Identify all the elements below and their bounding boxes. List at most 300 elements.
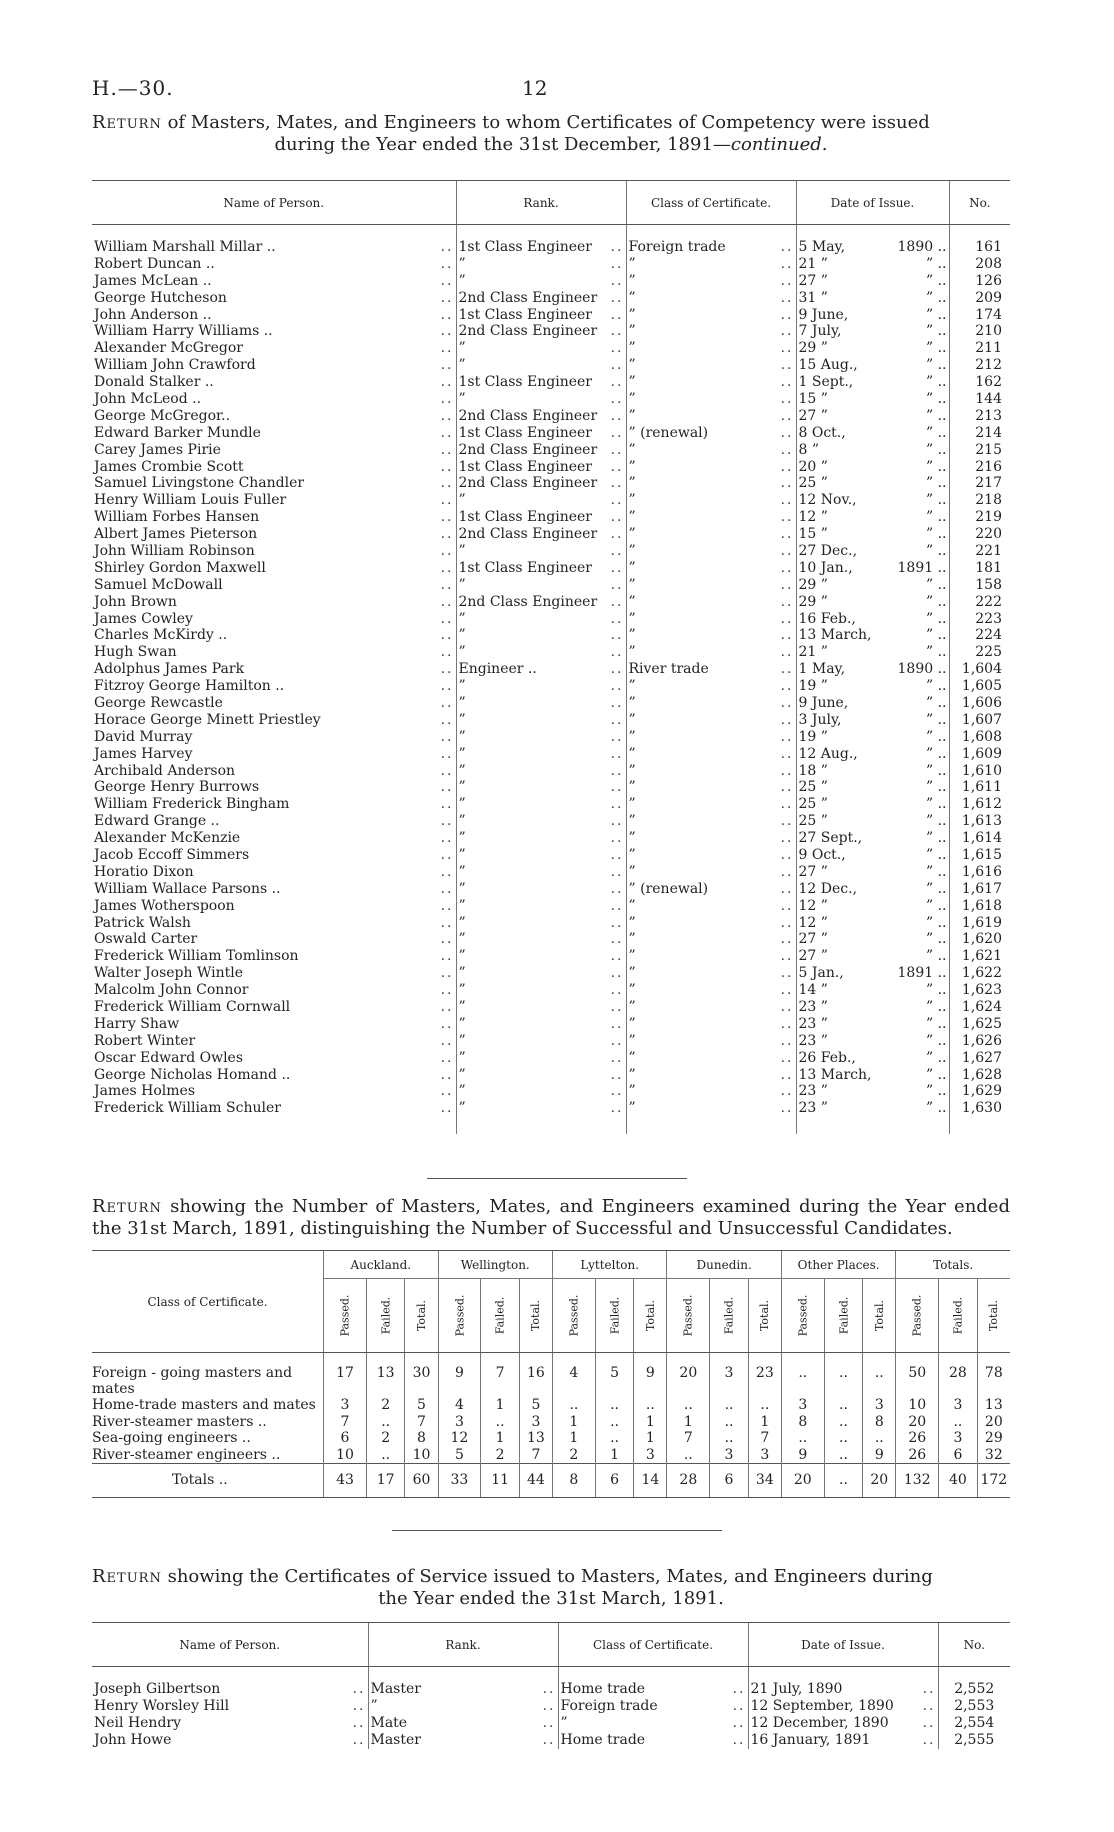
date-cell xyxy=(796,458,949,475)
col-group-auckland: Auckland. xyxy=(324,1251,438,1279)
count-cell: .. xyxy=(595,1430,634,1447)
col-subheader-passed xyxy=(324,1279,367,1353)
class-text: ” (renewal) xyxy=(628,880,709,897)
class-text: ” xyxy=(628,323,636,340)
date-cell xyxy=(796,779,949,796)
col-group-totals: Totals. xyxy=(896,1251,1010,1279)
rank-cell xyxy=(456,323,626,340)
person-name xyxy=(92,830,456,847)
table-row xyxy=(92,847,1010,864)
count-cell: 7 xyxy=(324,1414,367,1431)
year-text: ” .. xyxy=(925,1032,947,1049)
leader-dots: .. xyxy=(610,694,624,711)
class-text: ” xyxy=(628,728,636,745)
total-cell: 44 xyxy=(519,1463,552,1497)
leader-dots: .. xyxy=(610,931,624,948)
count-cell: .. xyxy=(781,1353,824,1398)
year-text: ” .. xyxy=(925,492,947,509)
date-text: 19 ” xyxy=(798,678,828,695)
class-text: ” xyxy=(628,509,636,526)
rank-text: ” xyxy=(458,678,466,695)
year-text: ” .. xyxy=(925,289,947,306)
class-text: ” xyxy=(628,914,636,931)
count-cell: 7 xyxy=(519,1447,552,1464)
class-text: ” xyxy=(628,306,636,323)
year-text: ” .. xyxy=(925,306,947,323)
table-row xyxy=(92,914,1010,931)
totals-row xyxy=(92,1463,1010,1497)
count-cell: .. xyxy=(366,1414,405,1431)
col-subheader-total xyxy=(863,1279,896,1353)
count-cell: .. xyxy=(824,1414,863,1431)
leader-dots: .. xyxy=(780,1015,794,1032)
class-cell xyxy=(626,931,796,948)
table-row xyxy=(92,661,1010,678)
count-cell: .. xyxy=(481,1414,520,1431)
leader-dots: .. xyxy=(440,1083,454,1100)
leader-dots: .. xyxy=(440,914,454,931)
rank-text: ” xyxy=(458,863,466,880)
leader-dots: .. xyxy=(440,897,454,914)
rank-text: ” xyxy=(458,711,466,728)
leader-dots: .. xyxy=(780,796,794,813)
person-name-text: William Frederick Bingham xyxy=(94,796,290,813)
leader-dots: .. xyxy=(922,1715,936,1731)
leader-dots: .. xyxy=(440,1100,454,1117)
count-cell: 3 xyxy=(939,1430,978,1447)
date-text: 26 Feb., xyxy=(798,1049,856,1066)
leader-dots: .. xyxy=(780,880,794,897)
class-text: ” xyxy=(628,289,636,306)
col-group-wellington: Wellington. xyxy=(438,1251,552,1279)
count-cell: 10 xyxy=(405,1447,438,1464)
year-text: ” .. xyxy=(925,526,947,543)
leader-dots: .. xyxy=(780,678,794,695)
leader-dots: .. xyxy=(440,863,454,880)
person-name-text: Edward Barker Mundle xyxy=(94,424,261,441)
table-row xyxy=(92,762,1010,779)
rank-cell xyxy=(456,374,626,391)
class-cell xyxy=(626,475,796,492)
certificate-number: 1,625 xyxy=(949,1015,1010,1032)
class-text: ” xyxy=(628,796,636,813)
rank-text: ” xyxy=(458,1049,466,1066)
class-cell xyxy=(626,492,796,509)
leader-dots: .. xyxy=(780,593,794,610)
leader-dots: .. xyxy=(780,965,794,982)
rank-text: ” xyxy=(458,340,466,357)
leader-dots: .. xyxy=(780,627,794,644)
person-name xyxy=(92,1732,368,1749)
person-name xyxy=(92,526,456,543)
certificate-number: 1,605 xyxy=(949,678,1010,695)
col-subheader-text: Failed. xyxy=(836,1296,850,1335)
count-cell: 3 xyxy=(781,1397,824,1414)
rank-text: ” xyxy=(458,576,466,593)
date-text: 7 July, xyxy=(798,323,842,340)
leader-dots: .. xyxy=(610,424,624,441)
certificate-number: 219 xyxy=(949,509,1010,526)
certificate-number: 1,616 xyxy=(949,863,1010,880)
person-name xyxy=(92,678,456,695)
class-cell xyxy=(626,880,796,897)
table-row xyxy=(92,880,1010,897)
date-cell xyxy=(796,830,949,847)
year-text: ” .. xyxy=(925,458,947,475)
rank-text: ” xyxy=(458,390,466,407)
certificate-number: 1,623 xyxy=(949,982,1010,999)
table-row xyxy=(92,509,1010,526)
rank-cell xyxy=(456,1083,626,1100)
year-text: ” .. xyxy=(925,694,947,711)
count-cell: 13 xyxy=(366,1353,405,1398)
date-cell xyxy=(796,255,949,272)
class-cell xyxy=(626,982,796,999)
table-row xyxy=(92,255,1010,272)
class-text: ” xyxy=(628,390,636,407)
person-name-text: George Nicholas Homand .. xyxy=(94,1066,291,1083)
certificate-number: 1,630 xyxy=(949,1100,1010,1117)
date-text: 21 ” xyxy=(798,255,828,272)
class-cell xyxy=(626,340,796,357)
date-cell xyxy=(796,340,949,357)
leader-dots: .. xyxy=(440,847,454,863)
class-text: ” xyxy=(628,1049,636,1066)
col-header-name: Name of Person. xyxy=(92,181,456,225)
col-group-dunedin: Dunedin. xyxy=(667,1251,781,1279)
person-name-text: James Holmes xyxy=(94,1083,196,1100)
certificate-number: 1,629 xyxy=(949,1083,1010,1100)
date-cell xyxy=(796,880,949,897)
date-cell xyxy=(796,576,949,593)
count-cell: 3 xyxy=(634,1447,667,1464)
leader-dots: .. xyxy=(780,931,794,948)
leader-dots: .. xyxy=(440,289,454,306)
class-text: ” xyxy=(628,762,636,779)
leader-dots: .. xyxy=(610,847,624,863)
person-name-text: Malcolm John Connor xyxy=(94,982,249,999)
leader-dots: .. xyxy=(440,407,454,424)
class-cell xyxy=(558,1715,748,1732)
date-cell xyxy=(796,847,949,864)
certificate-number: 1,608 xyxy=(949,728,1010,745)
class-text: ” xyxy=(628,374,636,391)
person-name-text: William Forbes Hansen xyxy=(94,509,260,526)
leader-dots: .. xyxy=(922,1698,936,1714)
table-row xyxy=(92,965,1010,982)
leader-dots: .. xyxy=(440,576,454,593)
rank-text: ” xyxy=(458,762,466,779)
class-text: ” xyxy=(628,255,636,272)
rank-cell xyxy=(456,239,626,256)
col-subheader-text: Failed. xyxy=(951,1296,965,1335)
class-text: ” xyxy=(628,272,636,289)
person-name-text: Samuel McDowall xyxy=(94,576,223,593)
rank-cell xyxy=(456,948,626,965)
table-row xyxy=(92,1715,1010,1732)
total-cell: 33 xyxy=(438,1463,481,1497)
leader-dots: .. xyxy=(780,306,794,323)
class-cell xyxy=(626,1066,796,1083)
date-cell xyxy=(796,357,949,374)
person-name-text: John Anderson .. xyxy=(94,306,212,323)
rank-cell xyxy=(456,830,626,847)
col-subheader-text: Failed. xyxy=(493,1296,507,1335)
year-text: ” .. xyxy=(925,407,947,424)
year-text: ” .. xyxy=(925,593,947,610)
year-text: ” .. xyxy=(925,340,947,357)
person-name xyxy=(92,745,456,762)
section-divider xyxy=(427,1178,687,1179)
date-cell xyxy=(796,745,949,762)
date-cell xyxy=(796,272,949,289)
certificate-number: 1,606 xyxy=(949,695,1010,712)
count-cell: 7 xyxy=(667,1430,710,1447)
rank-text: ” xyxy=(458,796,466,813)
table-row xyxy=(92,1732,1010,1749)
leader-dots: .. xyxy=(610,374,624,391)
date-cell xyxy=(796,593,949,610)
count-cell: 1 xyxy=(595,1447,634,1464)
person-name-text: Archibald Anderson xyxy=(94,762,236,779)
leader-dots: .. xyxy=(780,1032,794,1049)
class-cell xyxy=(626,424,796,441)
rank-cell xyxy=(456,424,626,441)
year-text: ” .. xyxy=(925,374,947,391)
person-name xyxy=(92,1698,368,1715)
year-text: ” .. xyxy=(925,1066,947,1083)
date-cell xyxy=(796,762,949,779)
col-subheader-passed xyxy=(781,1279,824,1353)
rank-text: ” xyxy=(458,255,466,272)
person-name xyxy=(92,475,456,492)
count-cell: 26 xyxy=(896,1430,939,1447)
certificate-number: 1,622 xyxy=(949,965,1010,982)
count-cell: 20 xyxy=(667,1353,710,1398)
count-cell: 32 xyxy=(977,1447,1010,1464)
person-name xyxy=(92,441,456,458)
year-text: ” .. xyxy=(925,255,947,272)
person-name-text: George Hutcheson xyxy=(94,289,227,306)
table-row xyxy=(92,340,1010,357)
col-header-no: No. xyxy=(949,181,1010,225)
leader-dots: .. xyxy=(440,458,454,475)
date-text: 16 Feb., xyxy=(798,610,856,627)
class-cell xyxy=(626,593,796,610)
date-cell xyxy=(748,1715,938,1732)
class-cell xyxy=(558,1732,748,1749)
date-text: 3 July, xyxy=(798,711,842,728)
col-subheader-text: Passed. xyxy=(796,1294,810,1337)
leader-dots: .. xyxy=(780,644,794,661)
person-name xyxy=(92,948,456,965)
date-text: 9 June, xyxy=(798,694,849,711)
person-name-text: Harry Shaw xyxy=(94,1015,180,1032)
rank-text: ” xyxy=(458,745,466,762)
person-name-text: Charles McKirdy .. xyxy=(94,627,228,644)
person-name xyxy=(92,627,456,644)
person-name-text: James Crombie Scott xyxy=(94,458,244,475)
date-text: 27 ” xyxy=(798,948,828,965)
person-name-text: Joseph Gilbertson xyxy=(94,1681,221,1697)
rank-cell xyxy=(456,711,626,728)
leader-dots: .. xyxy=(610,762,624,779)
count-cell: 8 xyxy=(405,1430,438,1447)
certificate-number: 161 xyxy=(949,239,1010,256)
leader-dots: .. xyxy=(780,390,794,407)
year-text: ” .. xyxy=(925,323,947,340)
date-text: 27 ” xyxy=(798,931,828,948)
leader-dots: .. xyxy=(440,526,454,543)
class-text: ” xyxy=(628,542,636,559)
rank-cell xyxy=(456,1066,626,1083)
rank-text: ” xyxy=(458,272,466,289)
total-cell: 28 xyxy=(667,1463,710,1497)
rank-cell xyxy=(456,999,626,1016)
leader-dots: .. xyxy=(610,526,624,543)
count-cell: 8 xyxy=(781,1414,824,1431)
count-cell: .. xyxy=(710,1430,749,1447)
table-row xyxy=(92,1414,1010,1431)
certificate-number: 220 xyxy=(949,526,1010,543)
date-cell xyxy=(748,1732,938,1749)
certificate-number: 209 xyxy=(949,289,1010,306)
class-text: ” xyxy=(628,847,636,863)
table-row xyxy=(92,1083,1010,1100)
class-cell xyxy=(626,509,796,526)
table-row xyxy=(92,999,1010,1016)
date-cell xyxy=(796,475,949,492)
class-cell xyxy=(626,239,796,256)
col-subheader-total xyxy=(748,1279,781,1353)
rank-cell xyxy=(456,509,626,526)
leader-dots: .. xyxy=(440,880,454,897)
rank-text: 1st Class Engineer xyxy=(458,458,592,475)
date-cell xyxy=(796,897,949,914)
leader-dots: .. xyxy=(780,762,794,779)
class-cell xyxy=(626,863,796,880)
person-name xyxy=(92,728,456,745)
leader-dots: .. xyxy=(610,289,624,306)
date-text: 8 ” xyxy=(798,441,820,458)
person-name xyxy=(92,762,456,779)
count-cell: 7 xyxy=(405,1414,438,1431)
leader-dots: .. xyxy=(610,593,624,610)
year-text: ” .. xyxy=(925,509,947,526)
count-cell: 5 xyxy=(405,1397,438,1414)
rank-text: 2nd Class Engineer xyxy=(458,593,598,610)
count-cell: .. xyxy=(824,1353,863,1398)
rank-text: 1st Class Engineer xyxy=(458,559,592,576)
rank-cell xyxy=(456,289,626,306)
person-name xyxy=(92,1032,456,1049)
table-row xyxy=(92,1100,1010,1117)
class-text: ” xyxy=(628,441,636,458)
leader-dots: .. xyxy=(610,880,624,897)
count-cell: .. xyxy=(863,1430,896,1447)
person-name xyxy=(92,1715,368,1732)
class-cell xyxy=(558,1698,748,1715)
class-cell-text: Foreign trade xyxy=(560,1698,658,1714)
date-text: 14 ” xyxy=(798,982,828,999)
certificate-number: 218 xyxy=(949,492,1010,509)
person-name xyxy=(92,543,456,560)
rank-text: ” xyxy=(458,813,466,830)
class-cell xyxy=(626,1032,796,1049)
table-row xyxy=(92,1698,1010,1715)
date-cell xyxy=(796,728,949,745)
count-cell: .. xyxy=(595,1414,634,1431)
leader-dots: .. xyxy=(780,475,794,492)
leader-dots: .. xyxy=(440,492,454,509)
leader-dots: .. xyxy=(352,1681,366,1697)
rank-cell xyxy=(456,1032,626,1049)
rank-cell xyxy=(368,1732,558,1749)
leader-dots: .. xyxy=(440,441,454,458)
date-cell xyxy=(796,711,949,728)
count-cell: 1 xyxy=(634,1430,667,1447)
leader-dots: .. xyxy=(780,559,794,576)
col-subheader-passed xyxy=(552,1279,595,1353)
leader-dots: .. xyxy=(610,306,624,323)
person-name xyxy=(92,289,456,306)
leader-dots: .. xyxy=(780,863,794,880)
total-cell: 172 xyxy=(977,1463,1010,1497)
leader-dots: .. xyxy=(780,509,794,526)
date-cell xyxy=(796,374,949,391)
rank-cell xyxy=(456,407,626,424)
date-text: 21 ” xyxy=(798,644,828,661)
count-cell: 29 xyxy=(977,1430,1010,1447)
class-text: ” xyxy=(628,1032,636,1049)
leader-dots: .. xyxy=(440,711,454,728)
col-subheader-text: Failed. xyxy=(379,1296,393,1335)
class-text: ” xyxy=(628,999,636,1016)
year-text: 1891 .. xyxy=(897,965,947,982)
class-cell xyxy=(626,813,796,830)
date-text: 8 Oct., xyxy=(798,424,846,441)
leader-dots: .. xyxy=(732,1732,746,1748)
col-group-lyttelton: Lyttelton. xyxy=(552,1251,666,1279)
class-text: ” xyxy=(628,948,636,965)
leader-dots: .. xyxy=(610,542,624,559)
year-text: ” .. xyxy=(925,610,947,627)
count-cell: .. xyxy=(710,1414,749,1431)
rank-cell-text: Mate xyxy=(370,1715,408,1731)
leader-dots: .. xyxy=(440,813,454,830)
table1-title: Return of Masters, Mates, and Engineers to whom Certificates of Competency were issued during the Year ended the 31st December, 1891—continued. xyxy=(92,112,930,155)
person-name-text: Robert Winter xyxy=(94,1032,196,1049)
person-name xyxy=(92,982,456,999)
leader-dots: .. xyxy=(440,931,454,948)
rank-cell xyxy=(456,678,626,695)
leader-dots: .. xyxy=(610,407,624,424)
person-name-text: James Wotherspoon xyxy=(94,897,235,914)
rank-cell xyxy=(456,255,626,272)
class-text: ” xyxy=(628,492,636,509)
leader-dots: .. xyxy=(440,272,454,289)
leader-dots: .. xyxy=(610,627,624,644)
date-cell xyxy=(796,289,949,306)
page-header xyxy=(92,76,1022,106)
document-reference: H.—30. xyxy=(92,76,174,100)
class-text: ” xyxy=(628,526,636,543)
leader-dots: .. xyxy=(610,458,624,475)
person-name-text: Carey James Pirie xyxy=(94,441,221,458)
date-cell xyxy=(796,661,949,678)
class-cell xyxy=(626,272,796,289)
rank-text: ” xyxy=(458,931,466,948)
